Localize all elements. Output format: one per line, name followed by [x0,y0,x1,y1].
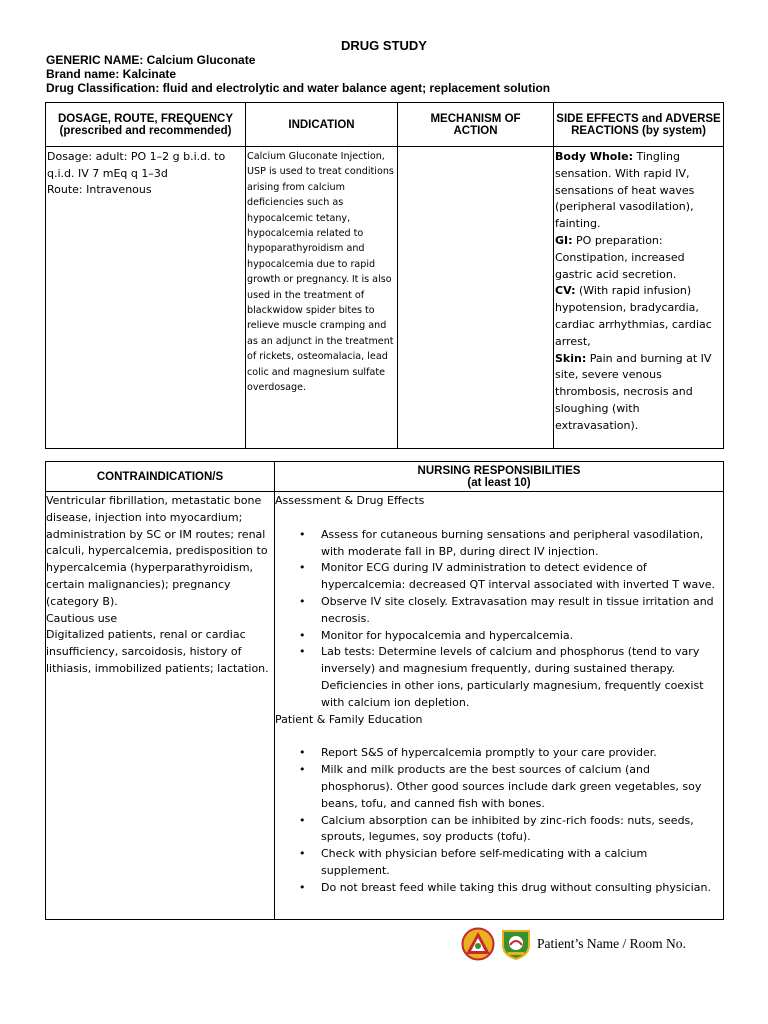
list-item: • Calcium absorption can be inhibited by zinc-rich foods: nuts, seeds, sprouts, legumes, soy products (tofu). [299,813,694,844]
list-item: • Monitor ECG during IV administration to detect evidence of hypercalcemia: decreased QT interval associated with inverted T wave. [299,561,716,592]
list-item: • Do not breast feed while taking this drug without consulting physician. [275,880,719,897]
education-list [275,745,719,896]
mechanism-cell [398,147,554,449]
school-logo-icon [461,927,495,961]
header-side-effects: SIDE EFFECTS and ADVERSE REACTIONS (by system) [554,103,724,147]
bullet-icon: • [299,527,306,541]
side-effects-cell [554,147,724,449]
list-item: • Check with physician before self-medicating with a calcium supplement. [299,847,648,877]
route-text: Route: Intravenous [47,183,152,196]
nursing-table [45,461,724,920]
page-title: DRUG STUDY [341,38,427,53]
header-indication: INDICATION [246,103,398,147]
list-item: • Report S&S of hypercalcemia promptly to your care provider. [275,745,719,762]
bullet-icon: • [299,561,306,575]
drug-info [46,53,550,95]
footer [461,926,686,962]
dosage-cell [46,147,246,449]
patient-name-room: Patient’s Name / Room No. [537,936,686,951]
bullet-icon: • [299,763,306,777]
dosage-text: Dosage: adult: PO 1–2 g b.i.d. to q.i.d. IV 7 mEq q 1–3d [47,150,226,180]
list-item: • Lab tests: Determine levels of calcium and phosphorus (tend to vary inversely) and magnesium frequently, during sustained therapy. Deficiencies in other ions, particularly magnesium, frequently coexist with calcium ion depletion. [299,645,704,709]
indication-cell: Calcium Gluconate Injection, USP is used to treat conditions arising from calcium deficiencies such as hypocalcemic tetany, hypocalcemia related to hypoparathyroidism and hypocalcemia due to rapid growth or pregnancy. It is also used in the treatment of blackwidow spider bites to relieve muscle cramping and as an adjunct in the treatment of rickets, osteomalacia, lead colic and magnesium sulfate overdosage. [246,147,398,449]
list-item: • Observe IV site closely. Extravasation may result in tissue irritation and necrosis. [299,594,714,625]
brand-name: Brand name: Kalcinate [46,67,177,81]
side-effect-skin: Skin: Pain and burning at IV site, severe venous thrombosis, necrosis and sloughing (with extravasation). [555,351,712,432]
institution-logo-icon [499,927,533,961]
list-item: • Assess for cutaneous burning sensations and peripheral vasodilation, with moderate fall in BP, during direct IV injection. [299,527,704,558]
drug-classification: Drug Classification: fluid and electrolytic and water balance agent; replacement solution [46,81,551,95]
drug-study-table [45,102,724,449]
generic-name: GENERIC NAME: Calcium Gluconate [46,53,256,67]
list-item: • Monitor for hypocalcemia and hypercalcemia. [275,628,719,645]
nursing-cell [275,492,724,920]
bullet-icon: • [299,813,306,827]
bullet-icon: • [299,880,306,894]
assessment-list [275,527,719,712]
cautious-use-label: Cautious use [46,611,118,625]
side-effect-cv: CV: (With rapid infusion) hypotension, bradycardia, cardiac arrhythmias, cardiac arrest, [555,284,712,348]
bullet-icon: • [299,628,306,642]
header-nursing: NURSING RESPONSIBILITIES (at least 10) [275,462,724,492]
bullet-icon: • [299,847,306,861]
bullet-icon: • [299,746,306,760]
bullet-icon: • [299,594,306,608]
side-effect-body-whole: Body Whole: Tingling sensation. With rapid IV, sensations of heat waves (peripheral vasodilation), fainting. [555,150,695,231]
list-item: • Milk and milk products are the best sources of calcium (and phosphorus). Other good sources include dark green vegetables, soy beans, tofu, and canned fish with bones. [299,763,702,810]
cautious-use-text: Digitalized patients, renal or cardiac insufficiency, sarcoidosis, history of lithiasis, immobilized patients; lactation. [46,628,269,675]
assessment-heading: Assessment & Drug Effects [275,494,425,507]
contraindications-text: Ventricular fibrillation, metastatic bone disease, injection into myocardium; administration by SC or IM routes; renal calculi, hypercalcemia, predisposition to hypercalcemia (hyperparathyroidism, certain malignancies); pregnancy (category B). [46,494,268,608]
header-contraindications: CONTRAINDICATION/S [46,462,275,492]
education-heading: Patient & Family Education [275,712,423,726]
contraindications-cell [46,492,275,920]
bullet-icon: • [299,645,306,659]
header-dosage: DOSAGE, ROUTE, FREQUENCY (prescribed and recommended) [46,103,246,147]
header-mechanism: MECHANISM OF ACTION [398,103,554,147]
side-effect-gi: GI: PO preparation: Constipation, increased gastric acid secretion. [555,233,685,281]
